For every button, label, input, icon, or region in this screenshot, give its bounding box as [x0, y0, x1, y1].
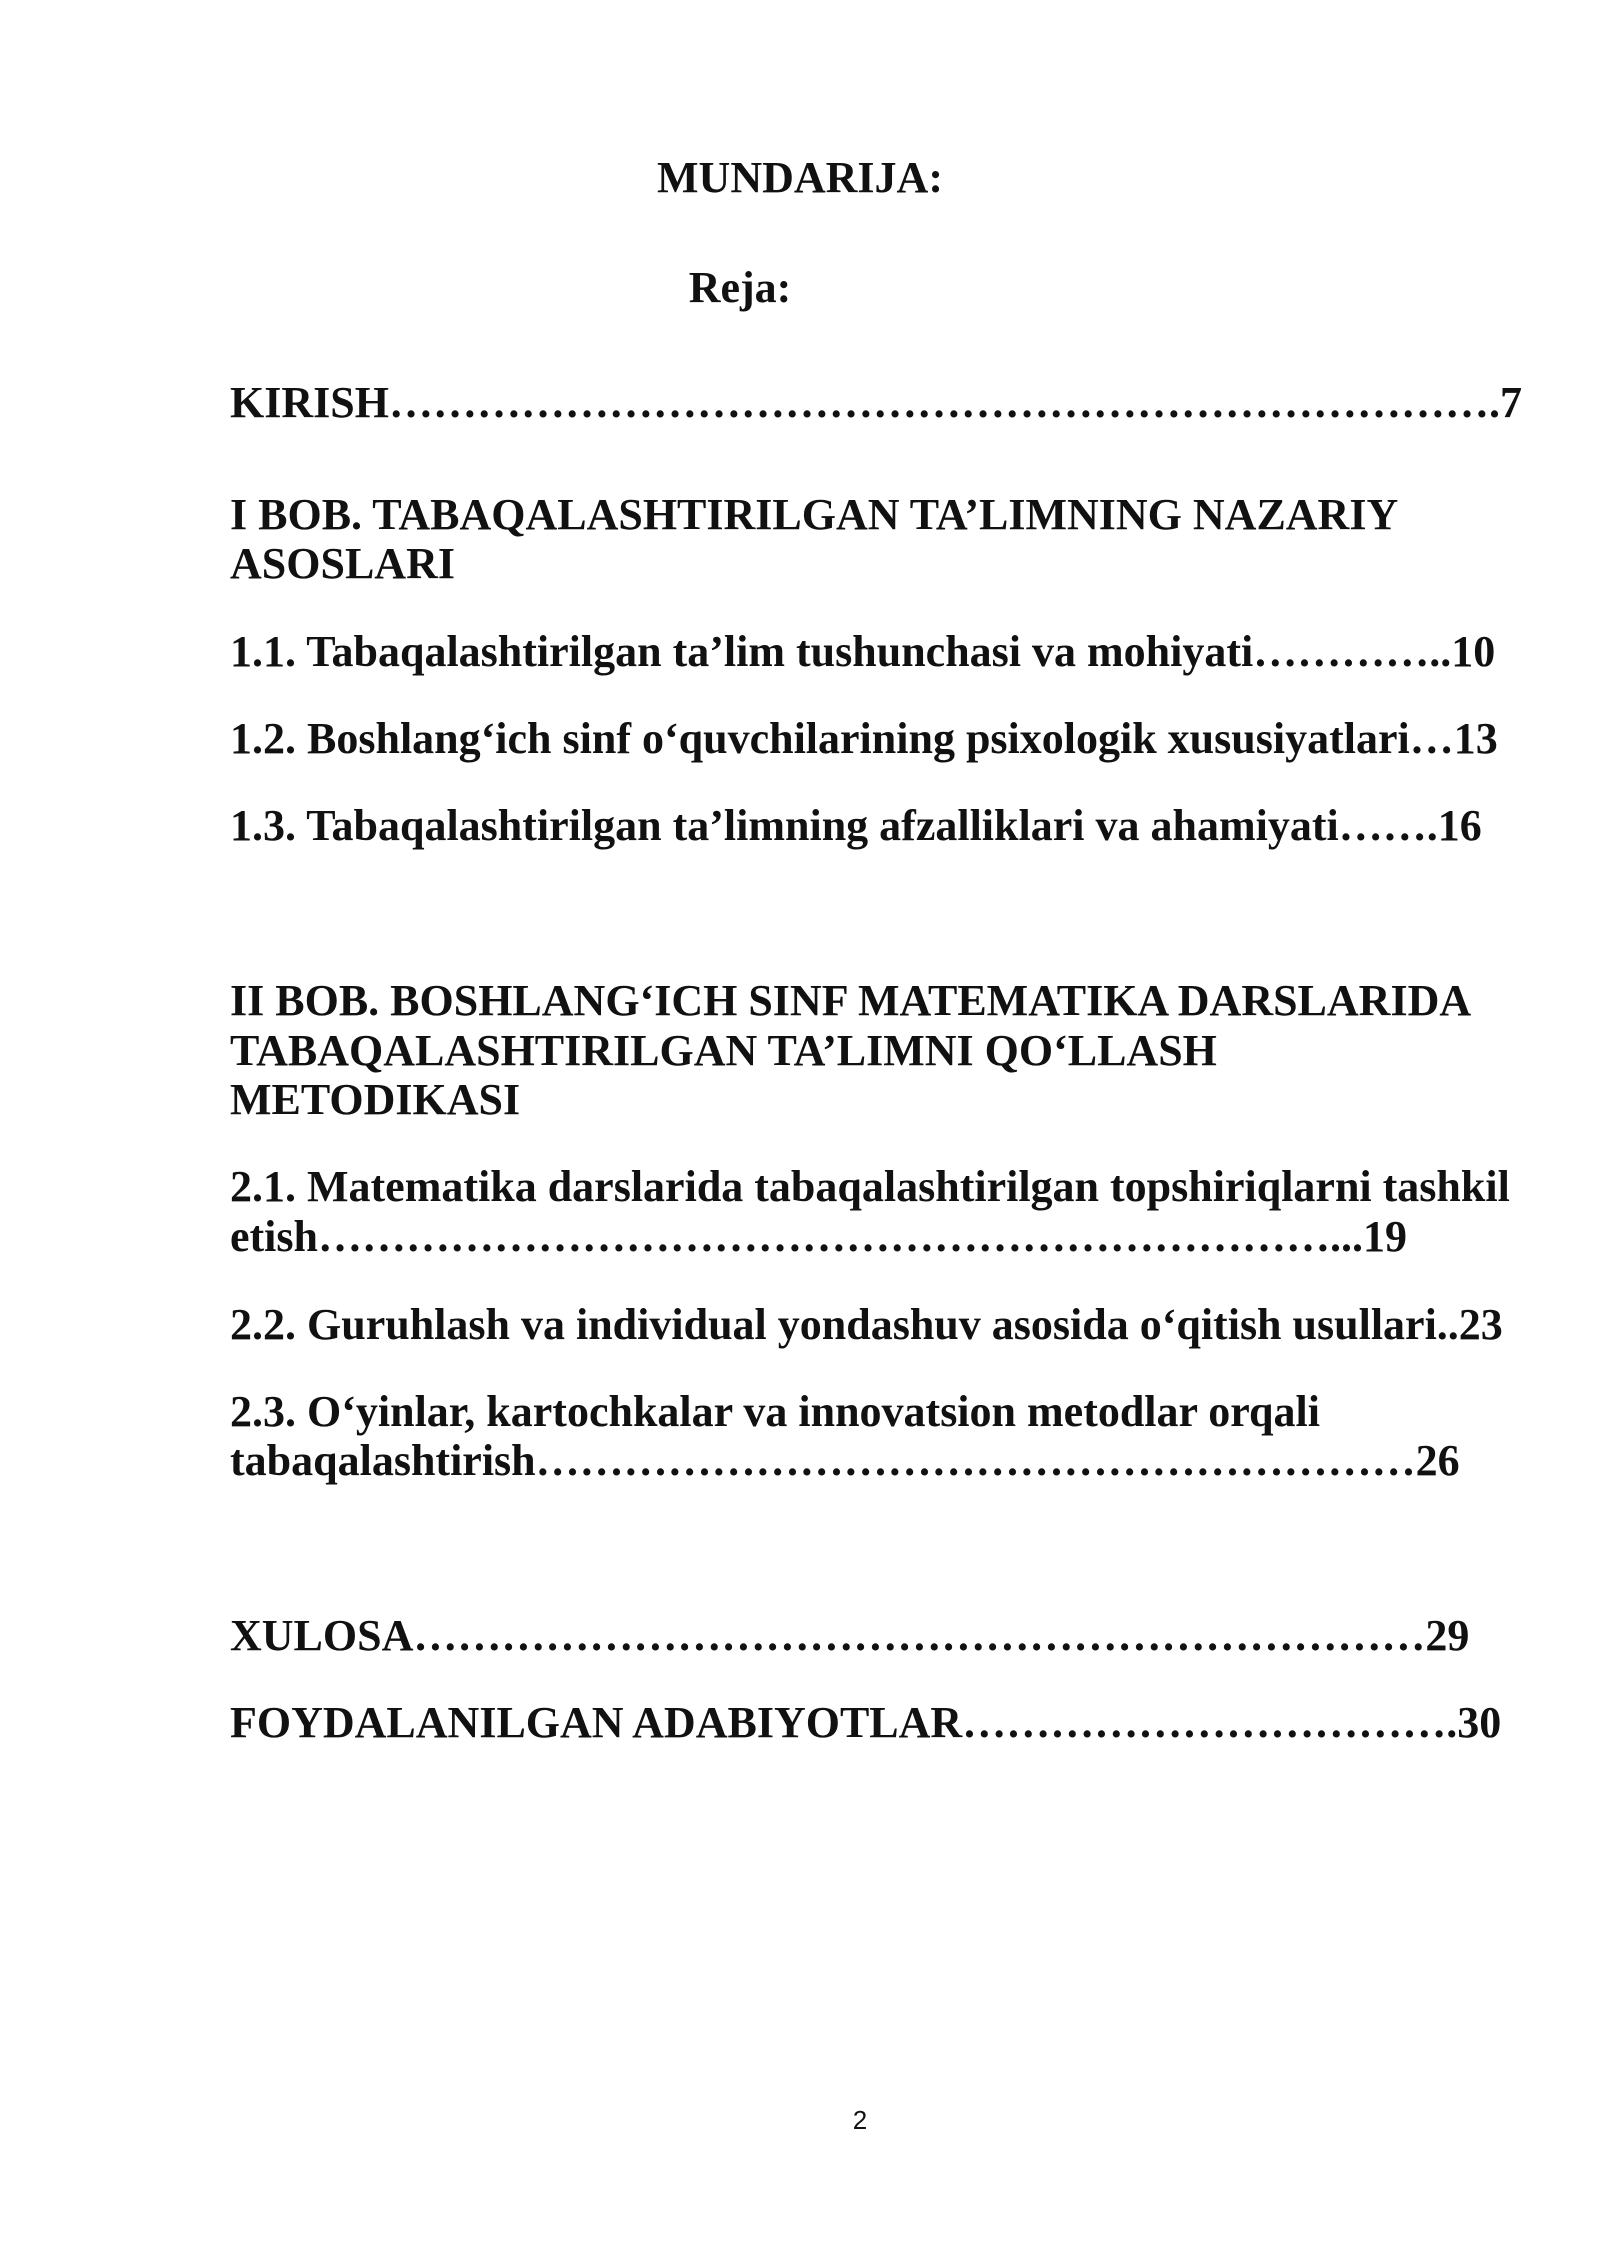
- page-number: 2: [852, 2105, 868, 2135]
- plan-subtitle: Reja:: [688, 263, 792, 312]
- contents-title: MUNDARIJA:: [657, 153, 943, 202]
- toc-chapter-1-line-2: ASOSLARI: [230, 539, 455, 588]
- toc-section-2-3-line-1: 2.3. O‘yinlar, kartochkalar va innovatsion metodlar orqali: [230, 1387, 1320, 1436]
- toc-chapter-1-line-1: I BOB. TABAQALASHTIRILGAN TA’LIMNING NAZARIY: [230, 490, 1399, 539]
- toc-entry-adabiyotlar: FOYDALANILGAN ADABIYOTLAR…………………………….30: [230, 1698, 1502, 1747]
- toc-section-1-2: 1.2. Boshlang‘ich sinf o‘quvchilarining psixologik xususiyatlari…13: [230, 714, 1498, 763]
- toc-section-2-3-line-2: tabaqalashtirish……………………………………………………26: [230, 1436, 1460, 1485]
- toc-section-2-1-line-2: etish……………………………………………………………...19: [230, 1212, 1407, 1261]
- toc-section-1-1: 1.1. Tabaqalashtirilgan ta’lim tushunchasi va mohiyati…………..10: [230, 627, 1496, 676]
- toc-entry-kirish: KIRISH………………………………………………………………….7: [230, 378, 1522, 427]
- toc-chapter-2-line-3: METODIKASI: [230, 1075, 521, 1124]
- toc-chapter-2-line-1: II BOB. BOSHLANG‘ICH SINF MATEMATIKA DARSLARIDA: [230, 976, 1472, 1025]
- toc-section-1-3: 1.3. Tabaqalashtirilgan ta’limning afzalliklari va ahamiyati…….16: [230, 801, 1482, 850]
- toc-chapter-2-line-2: TABAQALASHTIRILGAN TA’LIMNI QO‘LLASH: [230, 1026, 1217, 1075]
- toc-section-2-2: 2.2. Guruhlash va individual yondashuv asosida o‘qitish usullari..23: [230, 1300, 1503, 1349]
- toc-section-2-1-line-1: 2.1. Matematika darslarida tabaqalashtirilgan topshiriqlarni tashkil: [230, 1162, 1510, 1211]
- toc-entry-xulosa: XULOSA……………………………………………………………29: [230, 1611, 1470, 1660]
